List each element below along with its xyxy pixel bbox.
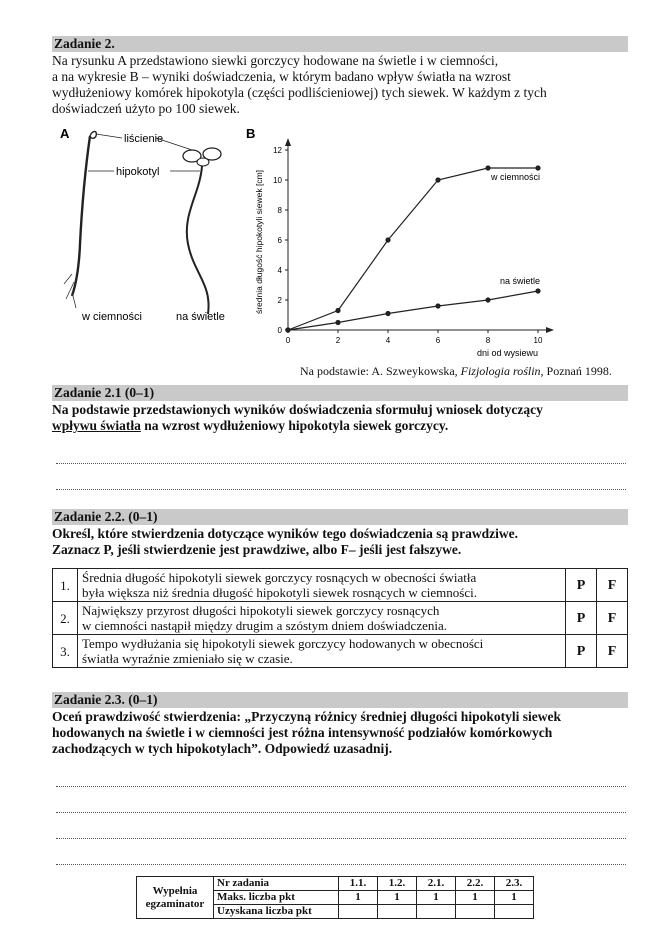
series-label: w ciemności — [490, 172, 540, 182]
data-point — [435, 303, 440, 308]
statement-line: Tempo wydłużania się hipokotyli siewek gorczycy hodowanych w obecności — [82, 636, 484, 651]
data-point — [485, 297, 490, 302]
y-tick-label: 6 — [277, 236, 282, 245]
task-2-intro — [52, 53, 628, 117]
obtained-points-cell[interactable] — [417, 905, 456, 919]
row-obtained-points: Uzyskana liczba pkt — [214, 905, 339, 919]
statement-line: światła wyraźnie zmieniało się w czasie. — [82, 651, 293, 666]
statement-row — [53, 635, 628, 668]
data-point — [335, 320, 340, 325]
label-hypocotyl: hipokotyl — [116, 166, 160, 178]
question-line: hodowanych na świetle i w ciemności jest różna intensywność podziałów komórkowych — [52, 725, 553, 740]
true-option[interactable]: P — [566, 602, 597, 635]
examiner-label-line: Wypełnia — [152, 884, 198, 897]
statement-number: 3. — [53, 635, 78, 668]
intro-line: doświadczeń użyto po 100 siewek. — [52, 101, 240, 116]
obtained-points-cell[interactable] — [495, 905, 534, 919]
answer-line[interactable] — [56, 812, 626, 813]
source-book: Fizjologia roślin — [460, 364, 541, 378]
statement-number: 2. — [53, 602, 78, 635]
data-point — [535, 288, 540, 293]
x-tick-label: 6 — [435, 336, 441, 345]
x-tick-label: 0 — [285, 336, 291, 345]
answer-line[interactable] — [56, 489, 626, 490]
statement-row — [53, 569, 628, 602]
data-point — [385, 311, 390, 316]
question-line: Zaznacz P, jeśli stwierdzenie jest prawdziwe, albo F– jeśli jest fałszywe. — [52, 542, 462, 557]
source-suffix: , Poznań 1998. — [540, 364, 612, 378]
task-23-question — [52, 709, 628, 757]
max-points-cell: 1 — [417, 891, 456, 905]
false-option[interactable]: F — [597, 602, 628, 635]
light-seedling-stem — [187, 166, 209, 314]
y-tick-label: 8 — [277, 206, 282, 215]
source-prefix: Na podstawie: A. Szweykowska, — [300, 364, 461, 378]
statement-text — [78, 635, 566, 668]
task-2-header: Zadanie 2. — [52, 36, 628, 52]
answer-line[interactable] — [56, 463, 626, 464]
max-points-cell: 1 — [339, 891, 378, 905]
task-number-cell: 1.1. — [339, 877, 378, 891]
true-option[interactable]: P — [566, 569, 597, 602]
y-tick-label: 0 — [277, 326, 282, 335]
examiner-label — [137, 877, 214, 919]
leader-line — [96, 134, 122, 138]
chart-label: B — [246, 126, 256, 141]
examiner-label-line: egzaminator — [145, 897, 205, 910]
statement-line: Średnia długość hipokotyli siewek gorczycy rosnących w obecności światła — [82, 570, 477, 585]
figure-a-label: A — [60, 126, 70, 141]
source-citation — [300, 364, 612, 379]
y-axis-label: średnia długość hipokotyli siewek [cm] — [254, 169, 264, 315]
max-points-cell: 1 — [456, 891, 495, 905]
y-tick-label: 12 — [273, 146, 282, 155]
max-points-cell: 1 — [495, 891, 534, 905]
x-tick-label: 8 — [485, 336, 491, 345]
task-22-question — [52, 526, 628, 558]
figure-b-chart — [244, 124, 628, 364]
x-axis-arrow — [546, 327, 554, 333]
figure-a-seedlings — [52, 124, 242, 324]
question-underlined: wpływu światła — [52, 418, 141, 433]
task-21-header: Zadanie 2.1 (0–1) — [52, 385, 628, 401]
data-point — [435, 177, 440, 182]
label-cotyledons: liścienie — [124, 133, 164, 145]
y-axis-arrow — [285, 138, 291, 146]
question-line: Określ, które stwierdzenia dotyczące wyników tego doświadczenia są prawdziwe. — [52, 526, 518, 541]
obtained-points-cell[interactable] — [378, 905, 417, 919]
statement-number: 1. — [53, 569, 78, 602]
x-tick-label: 4 — [385, 336, 391, 345]
x-tick-label: 10 — [533, 336, 543, 345]
true-option[interactable]: P — [566, 635, 597, 668]
y-tick-label: 10 — [273, 176, 282, 185]
label-light: na świetle — [176, 311, 225, 323]
intro-line: Na rysunku A przedstawiono siewki gorczycy hodowane na świetle i w ciemności, — [52, 53, 499, 68]
statement-text — [78, 602, 566, 635]
max-points-cell: 1 — [378, 891, 417, 905]
series-line — [288, 291, 538, 330]
task-number-cell: 2.1. — [417, 877, 456, 891]
dark-seedling-hook — [90, 132, 96, 139]
question-line: Oceń prawdziwość stwierdzenia: „Przyczyną różnicy średniej długości hipokotyli siewek — [52, 709, 561, 724]
task-number-cell: 2.3. — [495, 877, 534, 891]
answer-line[interactable] — [56, 864, 626, 865]
false-option[interactable]: F — [597, 635, 628, 668]
task-22-header: Zadanie 2.2. (0–1) — [52, 509, 628, 525]
dark-seedling-stem — [72, 136, 90, 296]
answer-line[interactable] — [56, 786, 626, 787]
statement-row — [53, 602, 628, 635]
task-23-header: Zadanie 2.3. (0–1) — [52, 692, 628, 708]
data-point — [535, 165, 540, 170]
intro-line: a na wykresie B – wyniki doświadczenia, w którym badano wpływ światła na wzrost — [52, 69, 511, 84]
true-false-table — [52, 568, 628, 668]
data-point — [485, 165, 490, 170]
question-line: zachodzących w tych hipokotylach”. Odpowiedź uzasadnij. — [52, 741, 393, 756]
task-21-question — [52, 402, 628, 434]
statement-line: była większa niż średnia długość hipokotyli siewek rosnących w ciemności. — [82, 585, 477, 600]
examiner-table — [136, 876, 534, 919]
label-dark: w ciemności — [82, 311, 142, 323]
obtained-points-cell[interactable] — [456, 905, 495, 919]
data-point — [285, 327, 290, 332]
false-option[interactable]: F — [597, 569, 628, 602]
question-line: Na podstawie przedstawionych wyników doświadczenia sformułuj wniosek dotyczący — [52, 402, 543, 417]
statement-text — [78, 569, 566, 602]
y-tick-label: 4 — [277, 266, 282, 275]
x-axis-label: dni od wysiewu — [476, 348, 538, 358]
cotyledon-center — [197, 158, 209, 166]
row-task-number: Nr zadania — [214, 877, 339, 891]
y-tick-label: 2 — [277, 296, 282, 305]
series-label: na świetle — [499, 276, 540, 286]
obtained-points-cell[interactable] — [339, 905, 378, 919]
task-number-cell: 2.2. — [456, 877, 495, 891]
data-point — [385, 237, 390, 242]
statement-line: w ciemności nastąpił między drugim a szóstym dniem doświadczenia. — [82, 618, 447, 633]
x-tick-label: 2 — [335, 336, 341, 345]
question-rest: na wzrost wydłużeniowy hipokotyla siewek gorczycy. — [140, 418, 449, 433]
data-point — [335, 308, 340, 313]
question-line — [52, 418, 628, 434]
intro-line: wydłużeniowy komórek hipokotyla (części podliścieniowej) tych siewek. W każdym z tych — [52, 85, 547, 100]
series-line — [288, 168, 538, 330]
row-max-points: Maks. liczba pkt — [214, 891, 339, 905]
statement-line: Największy przyrost długości hipokotyli siewek gorczycy rosnących — [82, 603, 440, 618]
answer-line[interactable] — [56, 838, 626, 839]
task-number-cell: 1.2. — [378, 877, 417, 891]
